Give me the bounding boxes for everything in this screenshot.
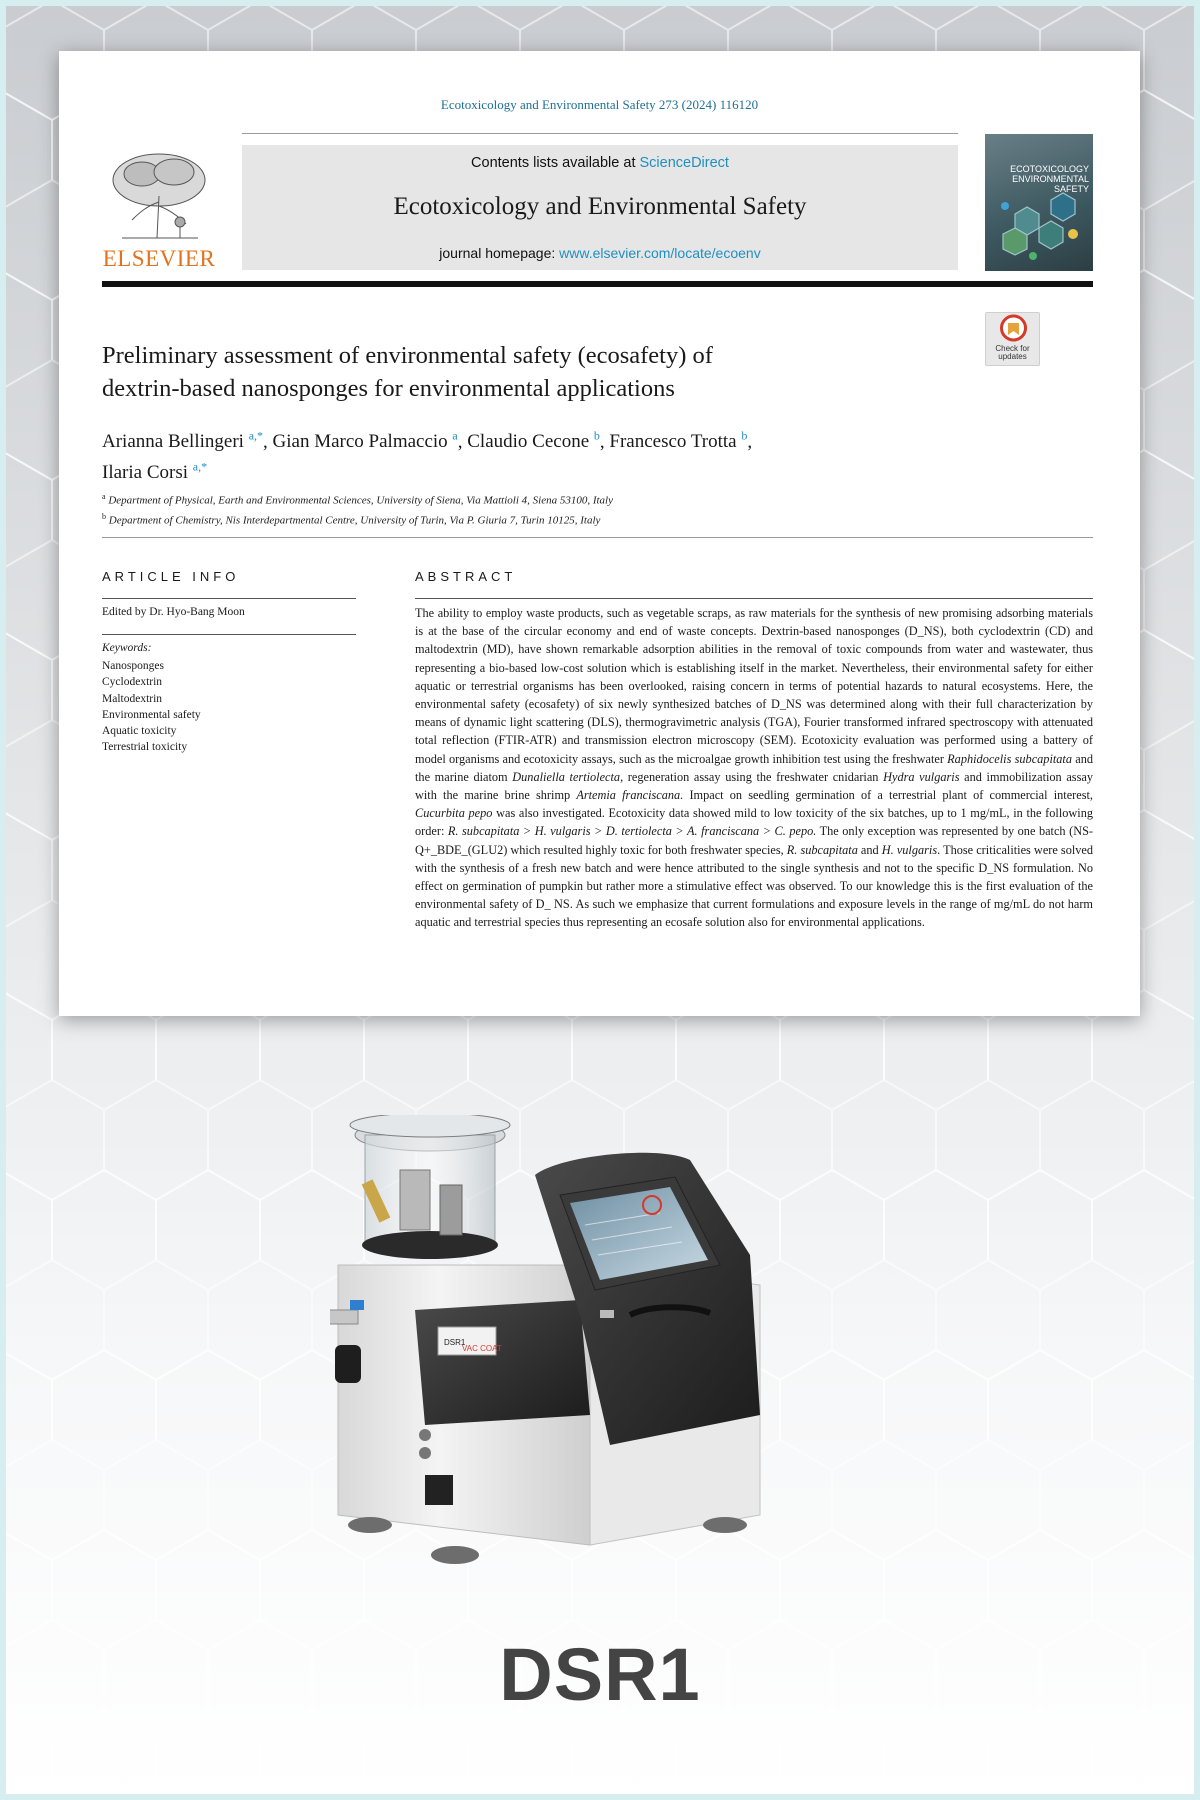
check-for-updates-button[interactable] bbox=[985, 312, 1040, 366]
abstract-italic-segment: Cucurbita pepo bbox=[415, 806, 493, 821]
abstract-italic-segment: Hydra vulgaris bbox=[883, 769, 960, 784]
edited-by: Edited by Dr. Hyo-Bang Moon bbox=[102, 606, 245, 618]
sputter-coater-illustration bbox=[330, 1115, 870, 1575]
author[interactable]: Gian Marco Palmaccio $^a$ bbox=[272, 429, 458, 453]
keyword[interactable]: Environmental safety bbox=[102, 708, 201, 721]
keyword[interactable]: Cyclodextrin bbox=[102, 676, 163, 689]
cover-title: ECOTOXICOLOGY ENVIRONMENTAL SAFETY bbox=[1010, 164, 1089, 194]
keywords-rule bbox=[102, 634, 356, 635]
author[interactable]: Claudio Cecone $^b$ bbox=[467, 429, 600, 453]
keyword[interactable]: Terrestrial toxicity bbox=[102, 741, 188, 754]
paper-title: Preliminary assessment of environmental safety (ecosafety) of dextrin-based nanosponges for environmental applications bbox=[102, 342, 713, 402]
keyword[interactable]: Nanosponges bbox=[102, 660, 164, 672]
abstract-italic-segment: R. subcapitata > H. vulgaris > D. tertiolecta > A. franciscana > C. pepo. bbox=[447, 824, 817, 839]
abstract-segment: Impact on seedling germination of a terrestrial plant of commercial interest, bbox=[683, 788, 1094, 803]
abstract-text bbox=[415, 604, 1093, 932]
abstract-segment: was also investigated. Ecotoxicity data showed mild to low toxicity of the six batches, up to 1 mg/mL, in the following order: bbox=[415, 806, 1093, 839]
device-model-text: DSR1 bbox=[444, 1338, 466, 1347]
article-info-rule bbox=[102, 598, 356, 599]
journal-citation: Ecotoxicology and Environmental Safety 273 (2024) 116120 bbox=[440, 97, 759, 112]
device-brand-text: VAC COAT bbox=[462, 1344, 502, 1353]
contents-prefix: Contents lists available at bbox=[471, 155, 640, 171]
abstract-heading: ABSTRACT bbox=[415, 569, 517, 584]
abstract-italic-segment: R. subcapitata bbox=[786, 842, 858, 857]
elsevier-wordmark: ELSEVIER bbox=[102, 246, 216, 271]
abstract-segment: and the marine diatom bbox=[415, 751, 1093, 784]
keyword[interactable]: Maltodextrin bbox=[102, 692, 163, 705]
section-divider bbox=[102, 537, 1093, 538]
affiliations bbox=[102, 489, 902, 528]
elsevier-logo bbox=[102, 146, 216, 272]
journal-homepage-link[interactable]: www.elsevier.com/locate/ecoenv bbox=[559, 245, 761, 261]
homepage-line bbox=[242, 245, 958, 261]
abstract-segment: The ability to employ waste products, such as vegetable scraps, as raw materials for the synthesis of new promising adsorbing materials is at the base of the circular economy and end of waste concepts. Dextrin-based nanosponges (D_NS), both cyclodextrin (CD) and maltodextrin (MD), have shown remarkable adsorption abilities in the removal of toxic compounds from water and wastewater, thus representing a bio-based low-cost solution which is establishing itself in the market. Nevertheless, their environmental safety for either aquatic or terrestrial organisms has been overlooked, raising concern in terms of potential hazards to natural ecosystems. Here, the environmental safety (ecosafety) of six newly synthesized batches of D_NS was determined along with their full characterization by means of dynamic light scattering (DLS), thermogravimetric analysis (TGA), Fourier transformed infrared spectroscopy with attenuated total reflection (FTIR-ATR) and transmission electron microscopy (SEM). Ecotoxicity evaluation was performed using a battery of model organisms and ecotoxicity assays, such as the microalgae growth inhibition test using the freshwater bbox=[415, 606, 1093, 766]
abstract-segment: , regeneration assay using the freshwater cnidarian bbox=[620, 769, 884, 784]
abstract-segment: . Those criticalities were solved with the synthesis of a fresh new batch and were hence attributed to the single synthesis and not to the specific D_NS formulation. No effect on germination of pumpkin but rather more a stimulative effect was observed. To our knowledge this is the first evaluation of the environmental safety of D_ NS. As such we emphasize that current formulations and exposure levels in the range of mg/mL do not harm aquatic and terrestrial species thus representing an ecosafe solution also for environmental applications. bbox=[415, 842, 1094, 930]
dsr1-sputter-coater-photo bbox=[330, 1115, 870, 1580]
cover-molecule-art bbox=[985, 134, 1093, 271]
abstract-italic-segment: Dunaliella tertiolecta bbox=[512, 769, 621, 784]
check-updates-icon bbox=[986, 313, 1041, 345]
journal-title: Ecotoxicology and Environmental Safety bbox=[393, 193, 807, 220]
abstract-segment: and immobilization assay with the marine brine shrimp bbox=[415, 769, 1093, 803]
keyword-list bbox=[102, 658, 201, 756]
keywords-heading: Keywords: bbox=[102, 642, 152, 654]
abstract-segment: The only exception was represented by one batch (NS-Q+_BDE_(GLU2) which resulted highly toxic for both freshwater species, bbox=[415, 824, 1094, 857]
sciencedirect-link[interactable]: ScienceDirect bbox=[639, 155, 729, 171]
affiliation: $^a$ Department of Physical, Earth and Environmental Sciences, University of Siena, Via Mattioli 4, Siena 53100, Italy bbox=[102, 492, 613, 507]
product-label: DSR1 bbox=[499, 1633, 701, 1716]
tree-engraving-icon bbox=[102, 146, 216, 242]
author[interactable]: Arianna Bellingeri $^{a,*}$ bbox=[102, 429, 264, 453]
author-list: Arianna Bellingeri $^{a,*}$, Gian Marco Palmaccio $^a$, Claudio Cecone $^b$, Francesco Trotta $^b$, Ilaria Corsi $^{a,*}$ bbox=[102, 429, 753, 483]
paper-first-page bbox=[59, 51, 1140, 1016]
contents-line bbox=[242, 155, 958, 171]
author[interactable]: Ilaria Corsi $^{a,*}$ bbox=[102, 459, 208, 483]
affiliation: $^b$ Department of Chemistry, Nis Interdepartmental Centre, University of Turin, Via P. Giuria 7, Turin 10125, Italy bbox=[102, 511, 601, 527]
author[interactable]: Francesco Trotta $^b$ bbox=[609, 429, 748, 453]
journal-header-box bbox=[242, 145, 958, 270]
abstract-italic-segment: Raphidocelis subcapitata bbox=[947, 751, 1072, 766]
keyword[interactable]: Aquatic toxicity bbox=[102, 725, 177, 738]
check-updates-label: Check for updates bbox=[995, 344, 1030, 361]
header-divider bbox=[242, 133, 958, 134]
homepage-prefix: journal homepage: bbox=[439, 245, 560, 261]
abstract-rule bbox=[415, 598, 1093, 599]
article-info-heading: ARTICLE INFO bbox=[102, 569, 240, 584]
abstract-italic-segment: H. vulgaris bbox=[881, 842, 938, 857]
abstract-italic-segment: Artemia franciscana. bbox=[576, 788, 684, 803]
abstract-segment: and bbox=[857, 842, 882, 857]
journal-cover-thumbnail[interactable] bbox=[985, 134, 1093, 271]
header-thick-rule bbox=[102, 281, 1093, 287]
